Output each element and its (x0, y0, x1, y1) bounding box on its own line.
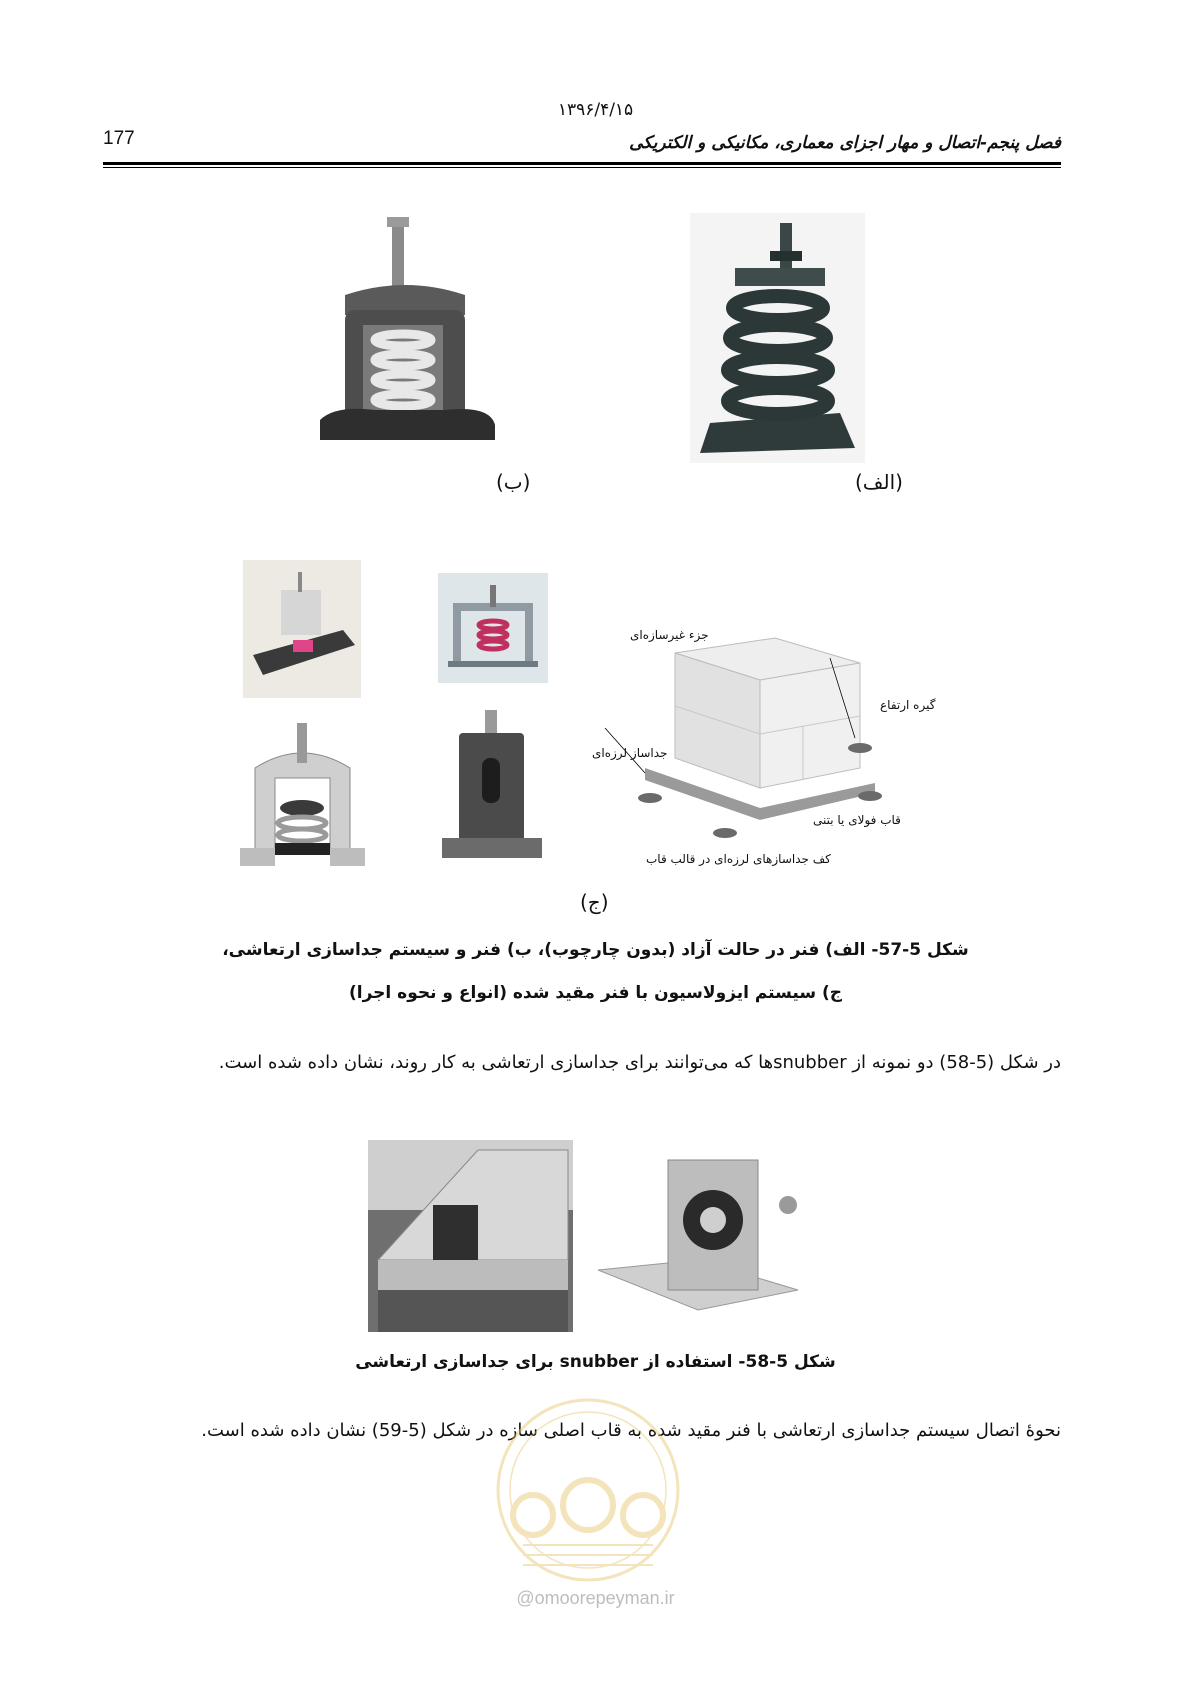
figure-restrained-spring-photo-1 (243, 560, 361, 698)
watermark-text: @omoorepeyman.ir (516, 1588, 675, 1608)
figure-57-caption-line2: ج) سیستم ایزولاسیون با فنر مقید شده (انواع و نحوه اجرا) (349, 983, 842, 1003)
diagram-label-base: کف جداسازهای لرزه‌ای در قالب قاب (646, 852, 831, 866)
header-date: ۱۳۹۶/۴/۱۵ (557, 100, 634, 120)
watermark-seal (478, 1395, 698, 1585)
header-rule-thin (103, 167, 1061, 168)
figure-isolator-diagram (575, 598, 920, 873)
figure-snubber-photo (368, 1140, 823, 1332)
figure-label-alef: (الف) (855, 470, 903, 494)
figure-restrained-spring-photo-4 (437, 708, 547, 868)
diagram-label-isolator: جداساز لرزه‌ای (592, 746, 668, 760)
figure-58-caption: شکل 5-58- استفاده از snubber برای جداسازی ارتعاشی (355, 1352, 836, 1372)
diagram-label-frame: قاب فولای یا بتنی (813, 813, 901, 827)
figure-label-be: (ب) (496, 470, 531, 494)
figure-free-spring-photo (690, 213, 865, 463)
header-rule-thick (103, 162, 1061, 165)
figure-restrained-spring-photo-3 (235, 718, 370, 873)
diagram-label-height-clamp: گیره ارتفاع (880, 698, 936, 712)
watermark-at-icon: @ (516, 1588, 535, 1608)
chapter-title: فصل پنجم-اتصال و مهار اجزای معماری، مکانیکی و الکتریکی (629, 133, 1061, 153)
paragraph-restrained-spring: نحوهٔ اتصال سیستم جداسازی ارتعاشی با فنر مقید شده به قاب اصلی سازه در شکل (5-59) نشان داده شده است. (201, 1420, 1061, 1441)
figure-housed-spring-photo (315, 215, 500, 460)
figure-57-caption-line1: شکل 5-57- الف) فنر در حالت آزاد (بدون چارچوب)، ب) فنر و سیستم جداسازی ارتعاشی، (222, 940, 969, 960)
figure-label-jim: (ج) (580, 890, 609, 914)
page-number: 177 (103, 128, 135, 149)
paragraph-snubber-intro: در شکل (5-58) دو نمونه از snubberها که می‌توانند برای جداسازی ارتعاشی به کار روند، نشان داده شده است. (218, 1052, 1061, 1073)
diagram-label-nonstructural: جزء غیرسازه‌ای (630, 628, 709, 642)
figure-restrained-spring-photo-2 (438, 573, 548, 683)
